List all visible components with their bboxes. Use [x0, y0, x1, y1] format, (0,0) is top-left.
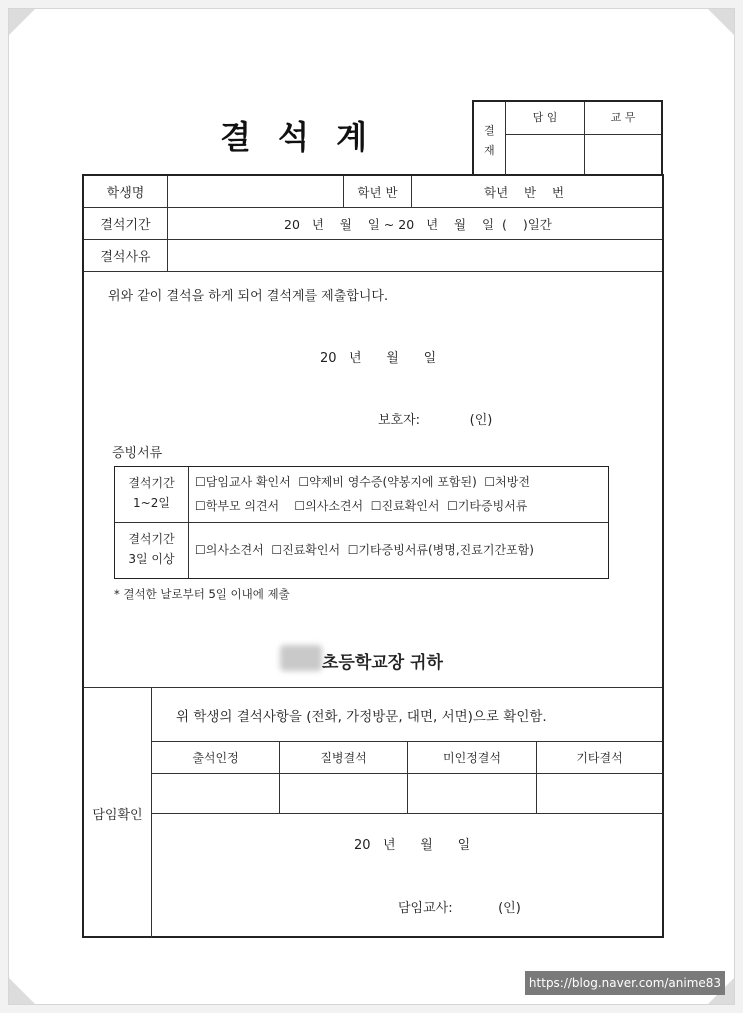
teacher-signature: 담임교사: (인): [398, 901, 521, 916]
proof-row2-label-line: 3일 이상: [128, 552, 175, 566]
proof-row2-label: [115, 523, 189, 578]
approval-side-char: 재: [484, 144, 495, 157]
page-corner: [9, 9, 35, 35]
declaration-statement: 위와 같이 결석을 하게 되어 결석계를 제출합니다.: [108, 289, 389, 304]
entry-excused[interactable]: [152, 774, 280, 813]
redacted-school-name: [280, 645, 322, 671]
approval-homeroom-header: 담 임: [506, 102, 584, 135]
recipient-line: 초등학교장 귀하: [322, 653, 443, 673]
confirm-date: 20 년 월 일: [354, 838, 471, 853]
entry-other[interactable]: [537, 774, 662, 813]
blog-watermark: https://blog.naver.com/anime83: [525, 971, 725, 995]
submission-note: * 결석한 날로부터 5일 이내에 제출: [114, 587, 290, 601]
approval-admin-header: 교 무: [585, 102, 661, 135]
period-field[interactable]: 20 년 월 일 ~ 20 년 월 일 ( )일간: [284, 216, 552, 232]
approval-box: [472, 100, 663, 176]
class-field[interactable]: 학년 반 번: [484, 184, 565, 200]
entry-illness[interactable]: [280, 774, 408, 813]
proof-documents-table: [114, 466, 609, 579]
page-corner: [9, 978, 35, 1004]
proof-row1-label-line: 1~2일: [133, 496, 170, 510]
proof-row2-label-line: 결석기간: [128, 532, 175, 546]
student-name-label: 학생명: [84, 176, 168, 207]
reason-row: [84, 240, 662, 272]
proof-row1-label: [115, 467, 189, 523]
attendance-header-row: [152, 742, 662, 774]
proof-row1-options[interactable]: ☐학부모 의견서 ☐의사소견서 ☐진료확인서 ☐기타증빙서류: [195, 499, 528, 513]
col-other: 기타결석: [576, 751, 623, 765]
teacher-confirm-statement: 위 학생의 결석사항을 (전화, 가정방문, 대면, 서면)으로 확인함.: [152, 688, 662, 742]
class-label: 학년 반: [344, 176, 412, 207]
declaration-date: 20 년 월 일: [320, 351, 437, 366]
teacher-confirm-label: 담임확인: [84, 688, 152, 938]
page-corner: [708, 9, 734, 35]
period-label: 결석기간: [84, 208, 168, 239]
approval-homeroom-column: [506, 102, 585, 174]
student-name-field[interactable]: [168, 176, 344, 207]
proof-heading: 증빙서류: [112, 446, 163, 461]
entry-unexcused[interactable]: [408, 774, 537, 813]
student-row: [84, 176, 662, 208]
proof-row2-options[interactable]: ☐의사소견서 ☐진료확인서 ☐기타증빙서류(병명,진료기간포함): [195, 543, 534, 557]
form-title: 결 석 계: [220, 118, 376, 156]
reason-field[interactable]: [168, 240, 658, 271]
attendance-entry-row: [152, 774, 662, 814]
approval-side-char: 결: [484, 124, 495, 137]
reason-label: 결석사유: [84, 240, 168, 271]
proof-row1-label-line: 결석기간: [128, 476, 175, 490]
col-excused: 출석인정: [152, 742, 280, 773]
period-row: [84, 208, 662, 240]
col-illness: 질병결석: [280, 742, 408, 773]
col-unexcused: 미인정결석: [408, 742, 537, 773]
proof-row1-options[interactable]: ☐담임교사 확인서 ☐약제비 영수증(약봉지에 포함된) ☐처방전: [195, 475, 530, 489]
approval-admin-column: [585, 102, 661, 174]
guardian-signature: 보호자: (인): [378, 413, 493, 428]
approval-side-label: [474, 102, 506, 174]
